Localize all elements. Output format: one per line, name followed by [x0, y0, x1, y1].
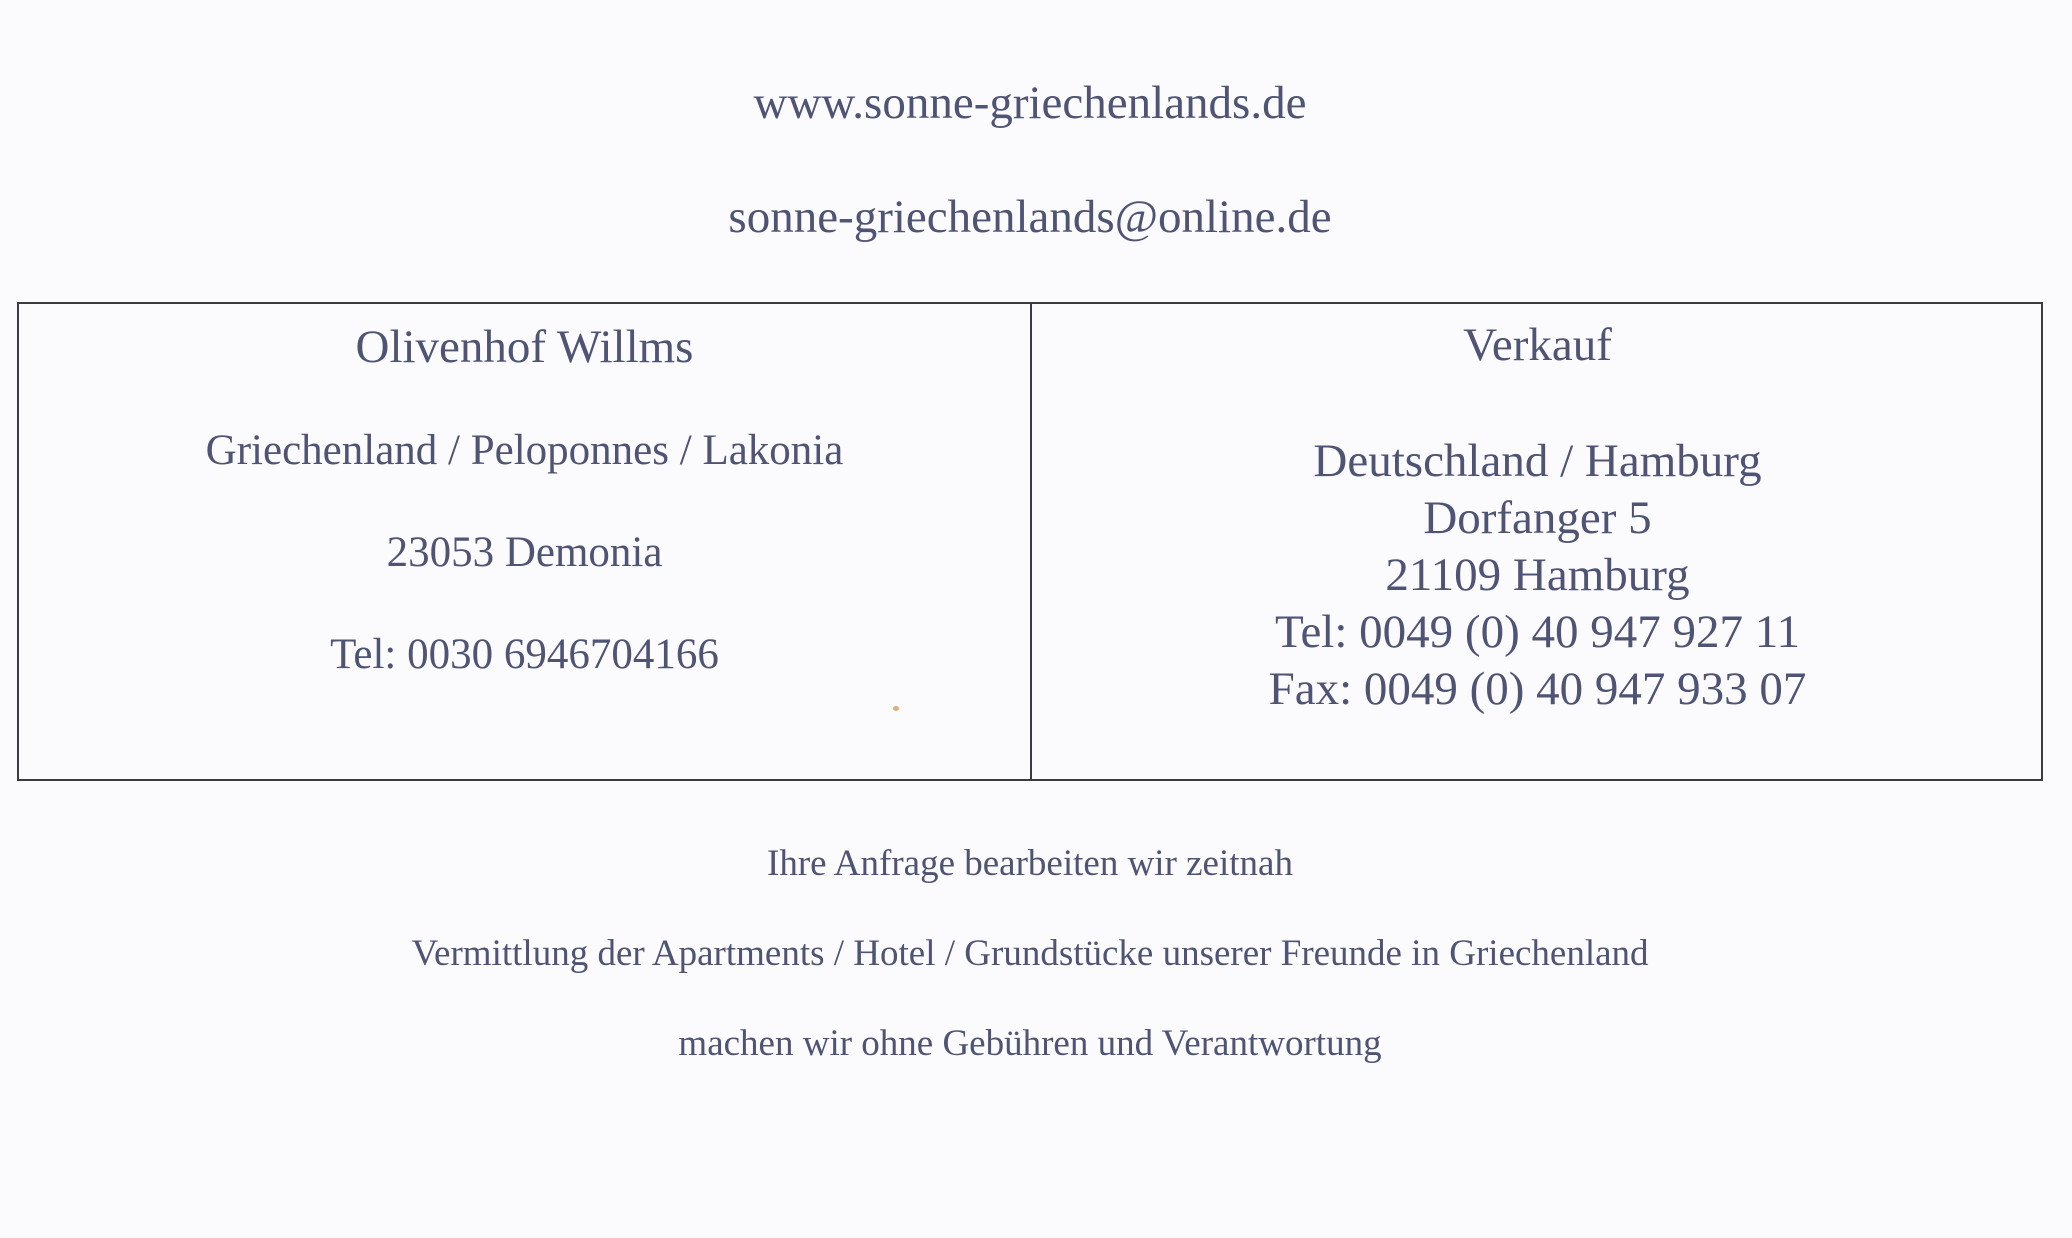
- left-region: Griechenland / Peloponnes / Lakonia: [205, 427, 844, 474]
- right-street: Dorfanger 5: [1423, 492, 1652, 544]
- left-title: Olivenhof Willms: [355, 321, 694, 373]
- left-phone: Tel: 0030 6946704166: [330, 631, 719, 678]
- email-link[interactable]: sonne-griechenlands@online.de: [728, 191, 1332, 243]
- paper-speck: [893, 706, 899, 711]
- note-response: Ihre Anfrage bearbeiten wir zeitnah: [767, 843, 1293, 884]
- left-postal-address: 23053 Demonia: [386, 529, 663, 576]
- right-fax: Fax: 0049 (0) 40 947 933 07: [1268, 663, 1807, 715]
- right-phone: Tel: 0049 (0) 40 947 927 11: [1275, 606, 1800, 658]
- note-disclaimer: machen wir ohne Gebühren und Verantwortung: [678, 1023, 1382, 1064]
- contact-table: [17, 302, 2043, 781]
- contact-right-panel: [1032, 304, 2043, 779]
- right-region: Deutschland / Hamburg: [1313, 435, 1762, 487]
- note-mediation: Vermittlung der Apartments / Hotel / Grundstücke unserer Freunde in Griechenland: [411, 933, 1649, 974]
- website-link[interactable]: www.sonne-griechenlands.de: [753, 77, 1307, 129]
- right-title: Verkauf: [1463, 319, 1612, 371]
- right-city: 21109 Hamburg: [1385, 549, 1690, 601]
- contact-left-panel: [19, 304, 1030, 779]
